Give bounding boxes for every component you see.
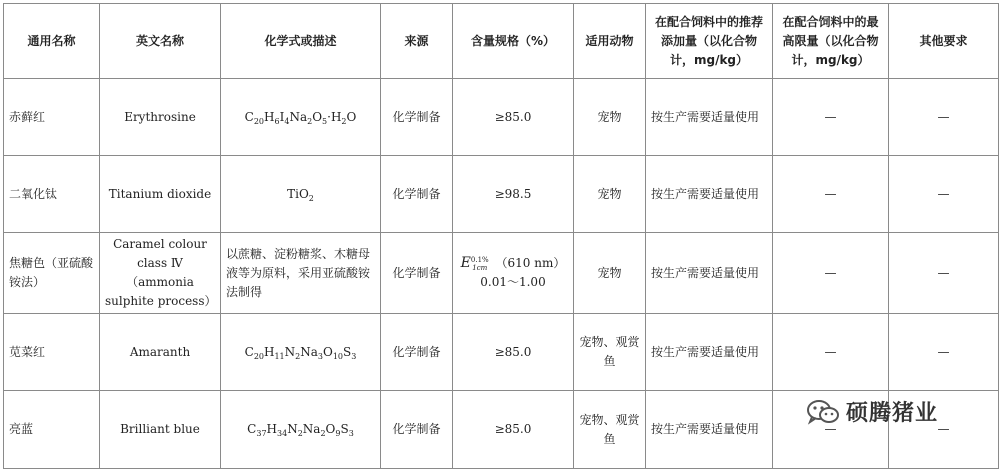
other-requirements: — [889, 156, 999, 233]
header-content: 含量规格（%） [453, 4, 574, 79]
formula-subscript: 3 [348, 429, 354, 438]
formula-subscript: 2 [297, 429, 303, 438]
wechat-icon [806, 399, 840, 425]
applicable-animals: 宠物 [574, 233, 646, 314]
content-spec: ≥85.0 [453, 391, 574, 469]
english-name: Titanium dioxide [100, 156, 221, 233]
header-animals: 适用动物 [574, 4, 646, 79]
english-name: Caramel colour class Ⅳ（ammonia sulphite process） [100, 233, 221, 314]
chemical-formula: TiO$_2$ [221, 156, 381, 233]
content-spec: ≥85.0 [453, 79, 574, 156]
recommended-dose: 按生产需要适量使用 [646, 233, 773, 314]
formula-subscript: 3 [317, 351, 323, 361]
header-formula: 化学式或描述 [221, 4, 381, 79]
recommended-dose: 按生产需要适量使用 [646, 156, 773, 233]
source: 化学制备 [381, 79, 453, 156]
recommended-dose: 按生产需要适量使用 [646, 391, 773, 469]
header-common-name: 通用名称 [4, 4, 100, 79]
absorbance-wavelength: （610 nm） [495, 256, 566, 270]
formula-subscript: 2 [308, 193, 314, 203]
watermark-text: 硕腾猪业 [846, 401, 939, 426]
formula-subscript: 2 [307, 116, 313, 126]
content-spec [453, 233, 574, 314]
formula-subscript: 20 [253, 351, 264, 361]
header-source: 来源 [381, 4, 453, 79]
recommended-dose: 按生产需要适量使用 [646, 314, 773, 391]
content-spec: ≥98.5 [453, 156, 574, 233]
applicable-animals: 宠物 [574, 79, 646, 156]
formula-subscript: 5 [322, 116, 328, 126]
absorbance-symbol: E 0.1% 1cm [460, 255, 489, 272]
absorbance-sub: 1cm [472, 263, 488, 272]
source: 化学制备 [381, 156, 453, 233]
applicable-animals: 宠物、观赏鱼 [574, 391, 646, 469]
chemical-formula: $C_{37}H_{34}N_2Na_2O_9S_3$ [221, 391, 381, 469]
formula-subscript: 2 [295, 351, 301, 361]
header-recommended: 在配合饲料中的推荐添加量（以化合物计，mg/kg） [646, 4, 773, 79]
formula-subscript: 37 [256, 429, 267, 438]
formula-subscript: 4 [284, 116, 290, 126]
other-requirements: — [889, 79, 999, 156]
applicable-animals: 宠物 [574, 156, 646, 233]
chemical-formula: $C_{20}H_{11}N_2Na_3O_{10}S_3$ [221, 314, 381, 391]
applicable-animals: 宠物、观赏鱼 [574, 314, 646, 391]
formula-subscript: 6 [274, 116, 280, 126]
common-name: 二氧化钛 [4, 156, 100, 233]
header-other: 其他要求 [889, 4, 999, 79]
formula-subscript: 2 [320, 429, 326, 438]
chemical-description: 以蔗糖、淀粉糖浆、木糖母液等为原料，采用亚硫酸铵法制得 [221, 233, 381, 314]
common-name: 苋菜红 [4, 314, 100, 391]
header-row [4, 4, 999, 79]
common-name: 亮蓝 [4, 391, 100, 469]
common-name: 赤藓红 [4, 79, 100, 156]
other-requirements: — [889, 391, 999, 469]
common-name: 焦糖色（亚硫酸铵法） [4, 233, 100, 314]
formula-subscript: 11 [274, 351, 285, 361]
recommended-dose: 按生产需要适量使用 [646, 79, 773, 156]
formula-subscript: 10 [332, 351, 344, 361]
header-english-name: 英文名称 [100, 4, 221, 79]
formula-subscript: 2 [341, 116, 347, 126]
table-row [4, 233, 999, 314]
chemical-formula: $C_{20}H_6I_4Na_2O_5\cdot H_2O$ [221, 79, 381, 156]
formula-subscript: 9 [335, 429, 341, 438]
formula-subscript: 3 [351, 351, 357, 361]
other-requirements: — [889, 314, 999, 391]
english-name: Amaranth [100, 314, 221, 391]
other-requirements: — [889, 233, 999, 314]
absorbance-range: 0.01～1.00 [480, 275, 546, 289]
formula-subscript: 34 [277, 429, 288, 438]
watermark [806, 396, 938, 427]
source: 化学制备 [381, 233, 453, 314]
max-limit: — [773, 79, 889, 156]
max-limit: — [773, 391, 889, 469]
table-row [4, 156, 999, 233]
absorbance-sup: 0.1% [470, 255, 489, 264]
table-row [4, 79, 999, 156]
max-limit: — [773, 156, 889, 233]
max-limit: — [773, 314, 889, 391]
source: 化学制备 [381, 314, 453, 391]
content-spec: ≥85.0 [453, 314, 574, 391]
english-name: Brilliant blue [100, 391, 221, 469]
max-limit: — [773, 233, 889, 314]
table-row [4, 314, 999, 391]
english-name: Erythrosine [100, 79, 221, 156]
header-max: 在配合饲料中的最高限量（以化合物计，mg/kg） [773, 4, 889, 79]
source: 化学制备 [381, 391, 453, 469]
formula-subscript: 20 [253, 116, 265, 126]
